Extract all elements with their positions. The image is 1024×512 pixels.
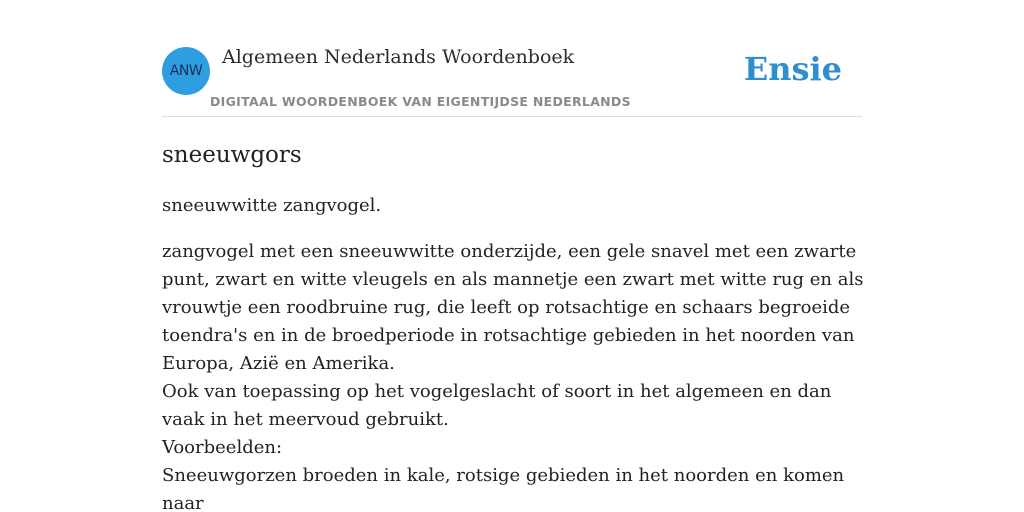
entry-headword: sneeuwgors [162, 142, 302, 168]
entry-content [162, 138, 862, 512]
long-definition-block [162, 238, 867, 512]
short-definition: sneeuwwitte zangvogel. [162, 195, 382, 216]
examples-label: Voorbeelden: [162, 437, 283, 458]
anw-logo[interactable]: ANW [162, 47, 210, 95]
long-definition: zangvogel met een sneeuwwitte onderzijde, een gele snavel met een zwarte punt, zwart en witte vleugels en als mannetje een zwart met witte rug en als vrouwtje een roodbruine rug, die leeft op rotsachtige en schaars begroeide toendra's en in de broedperiode in rotsachtige gebieden in het noorden van Europa, Azië en Amerika. [162, 241, 864, 374]
site-header [162, 44, 862, 117]
example-sentence: Sneeuwgorzen broeden in kale, rotsige gebieden in het noorden en komen naar [162, 465, 845, 512]
site-subtitle: DIGITAAL WOORDENBOEK VAN EIGENTIJDSE NEDERLANDS [210, 94, 631, 109]
site-title[interactable]: Algemeen Nederlands Woordenboek [222, 46, 575, 68]
ensie-brand-link[interactable]: Ensie [743, 50, 842, 88]
usage-note: Ook van toepassing op het vogelgeslacht of soort in het algemeen en dan vaak in het meervoud gebruikt. [162, 381, 832, 430]
